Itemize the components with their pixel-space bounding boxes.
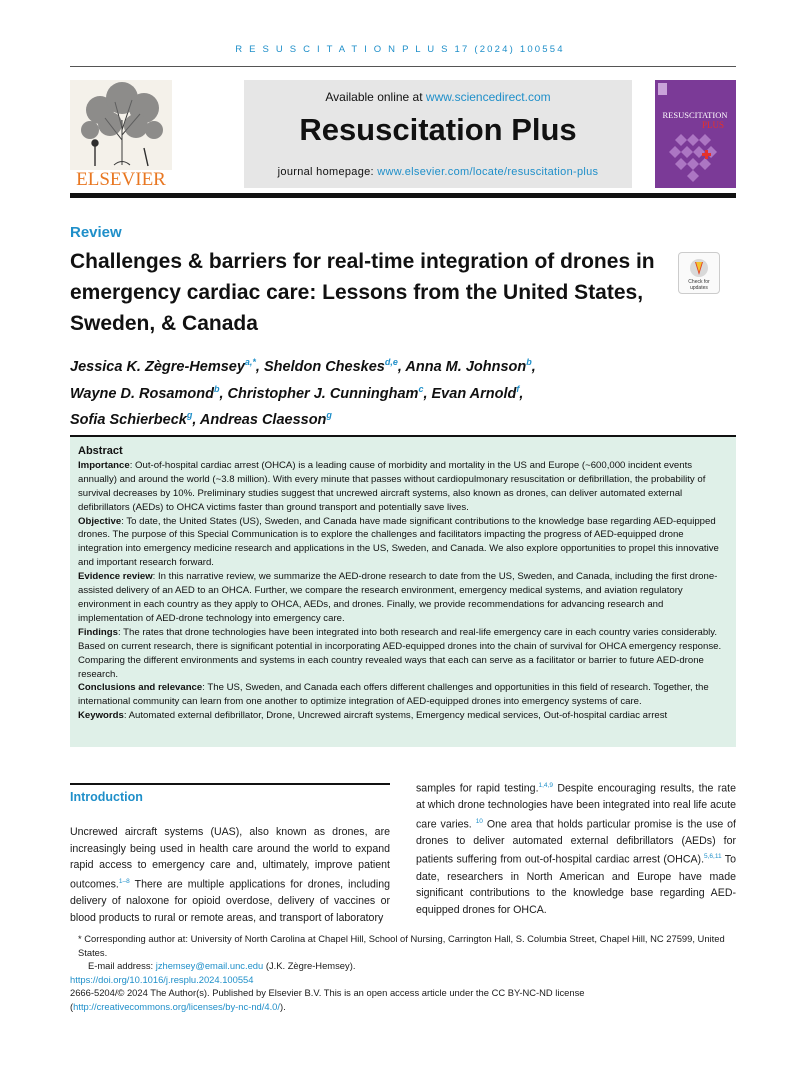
abstract-objective: Objective: To date, the United States (US), Sweden, and Canada have made significant contributions to the knowledge base regarding AED-equipped drones. The purpose of this Special Communication is to explore the challenges and facilitators impacting the progress of AED-equipped drone integration into emergency medicine research and applications in the US, Sweden, and Canada. We also explore opportunities to propel this innovative and important research forward. — [78, 515, 719, 569]
author-8-affiliation[interactable]: g — [326, 410, 332, 421]
author-7-affiliation[interactable]: g — [186, 410, 193, 421]
check-for-updates-badge[interactable] — [678, 252, 720, 294]
introduction-heading: Introduction — [70, 790, 143, 804]
journal-name: Resuscitation Plus — [299, 112, 577, 147]
author-2-affiliation[interactable]: d,e — [384, 357, 398, 367]
email-line: E-mail address: jzhemsey@email.unc.edu (J.K. Zègre-Hemsey). — [88, 960, 356, 972]
author-2[interactable]: Sheldon Cheskes$^{d,e}$, — [263, 357, 406, 375]
elsevier-wordmark: ELSEVIER — [76, 169, 166, 188]
author-8[interactable]: Andreas Claesson$^g$ — [199, 410, 332, 429]
author-5[interactable]: Christopher J. Cunningham$^c$, — [227, 383, 432, 402]
elsevier-tree-icon — [70, 80, 172, 188]
abstract-heading: Abstract — [78, 445, 123, 457]
email-link[interactable]: jzhemsey@email.unc.edu — [155, 960, 264, 972]
author-1[interactable]: Jessica K. Zègre-Hemsey$^{a,*}$, — [70, 357, 264, 375]
corresponding-author-note: * Corresponding author at: University of North Carolina at Chapel Hill, School of Nursing, Carrington Hall, S. Columbia Street, Chapel Hill, NC 27599, United States. — [78, 933, 725, 958]
reference-link[interactable]: 1–8 — [118, 877, 130, 885]
article-title: Challenges & barriers for real-time integration of drones in emergency cardiac care: Lessons from the United States, Sweden, & Canada — [70, 250, 655, 335]
author-3-affiliation[interactable]: b — [526, 357, 532, 367]
abstract-evidence: Evidence review: In this narrative review, we summarize the AED-drone research to date from the US, Sweden, and Canada, including the first drone-assisted delivery of an AED to an OHCA. Further, we compare the research environment, emergency medical systems, and aviation regulatory environment in each country as they apply to OHCA, AEDs, and drones. Finally, we provide recommendations for advancing research and implementation of AED-drone technology into emergency care. — [78, 571, 718, 624]
author-5-affiliation[interactable]: c — [418, 383, 424, 394]
homepage-prefix: journal homepage: — [277, 166, 378, 178]
footnotes — [70, 932, 736, 1014]
elsevier-logo — [70, 80, 172, 188]
available-online — [244, 90, 632, 104]
journal-cover-image — [655, 80, 736, 188]
journal-info-box — [244, 80, 632, 188]
author-1-affiliation[interactable]: a,* — [244, 357, 256, 367]
license-link[interactable]: http://creativecommons.org/licenses/by-nc-nd/4.0/ — [73, 1000, 280, 1012]
cover-title: RESUSCITATION — [662, 110, 728, 120]
homepage-link[interactable]: www.elsevier.com/locate/resuscitation-plus — [377, 166, 599, 178]
abstract-keywords: Keywords: Automated external defibrillator, Drone, Uncrewed aircraft systems, Emergency medical services, Out-of-hospital cardiac arrest — [78, 710, 668, 722]
reference-link[interactable]: 10 — [475, 817, 483, 825]
author-3[interactable]: Anna M. Johnson$^b$, — [405, 357, 536, 375]
author-6[interactable]: Evan Arnold$^f$, — [431, 383, 524, 402]
doi-link[interactable]: https://doi.org/10.1016/j.resplu.2024.100554 — [70, 973, 254, 985]
abstract-box — [70, 435, 736, 747]
running-citation: 17 (2024) 100554 — [454, 44, 565, 55]
abstract-findings: Findings: The rates that drone technologies have been integrated into both research and real-life emergency care in each country varies considerably. Based on current research, there is significant potential in incorporating AED-equipped drones into the chain of survival for OHCA emergency response. Comparing the different environments and systems in each country revealed ways that each can serve as a facilitator or barrier to future AED-drone research. — [78, 626, 722, 680]
abstract-conclusions: Conclusions and relevance: The US, Sweden, and Canada each offers different challenges and opportunities in this field of research. Together, the international community can learn from one another to optimize integration of AED-equipped drones into emergency systems of care. — [78, 682, 709, 708]
introduction-column-2: samples for rapid testing.$^{1,4,9}$ Despite encouraging results, the rate at which drone technologies have been integrated into real life acute care varies. $^{10}$ One area that holds particular promise is the use of drones to deliver automated external defibrillators (AEDs) for patients suffering from out-of-hospital cardiac arrest (OHCA).$^{5,6,11}$ To date, researchers in North American and Europe have made significant contributions to the knowledge base regarding AED-equipped drones for OHCA. — [416, 782, 737, 916]
journal-homepage — [244, 166, 632, 178]
license-line: 2666-5204/© 2024 The Author(s). Published by Elsevier B.V. This is an open access article under the CC BY-NC-ND license (http://creativecommons.org/licenses/by-nc-nd/4.0/). — [70, 987, 585, 1012]
reference-link[interactable]: 5,6,11 — [704, 853, 722, 861]
journal-cover — [655, 80, 736, 188]
available-prefix: Available online at — [325, 90, 426, 104]
check-updates-label: Check for updates — [688, 279, 710, 291]
banner-rule — [70, 193, 736, 198]
author-4-affiliation[interactable]: b — [213, 383, 220, 394]
author-4[interactable]: Wayne D. Rosamond$^b$, — [70, 383, 228, 402]
abstract-importance: Importance: Out-of-hospital cardiac arrest (OHCA) is a leading cause of morbidity and mortality in the US and Europe (~600,000 incident events annually) and around the world (~3.8 million). With every minute that passes without cardiopulmonary resuscitation or defibrillation, the probability of survival decreases by 10%. Preliminary studies suggest that uncrewed aircraft systems, also known as drones, can deliver automated external defibrillators (AEDs) to OHCA victims faster than ground transport and potentially save lives. — [78, 459, 706, 513]
introduction-column-1: Uncrewed aircraft systems (UAS), also known as drones, are increasingly being used in health care around the world to expand rapid access to emergency care and, ultimately, improve patient outcomes.$^{1-8}$ There are multiple applications for drones, including delivery of naloxone for opioid overdose, delivery of vaccines or blood products to rural or remote areas, and transport of laboratory — [70, 826, 390, 924]
reference-link[interactable]: 1,4,9 — [538, 782, 553, 789]
sciencedirect-link[interactable]: www.sciencedirect.com — [425, 90, 551, 104]
running-header — [0, 44, 800, 55]
header-rule — [70, 66, 736, 67]
journal-banner — [70, 80, 736, 192]
article-type: Review — [70, 224, 122, 241]
author-7[interactable]: Sofia Schierbeck$^g$, — [70, 410, 200, 429]
author-list — [70, 351, 670, 431]
introduction-rule — [70, 783, 390, 785]
cover-subtitle: PLUS — [701, 120, 725, 130]
running-journal: R E S U S C I T A T I O N P L U S — [235, 44, 450, 55]
author-6-affiliation[interactable]: f — [516, 383, 520, 394]
